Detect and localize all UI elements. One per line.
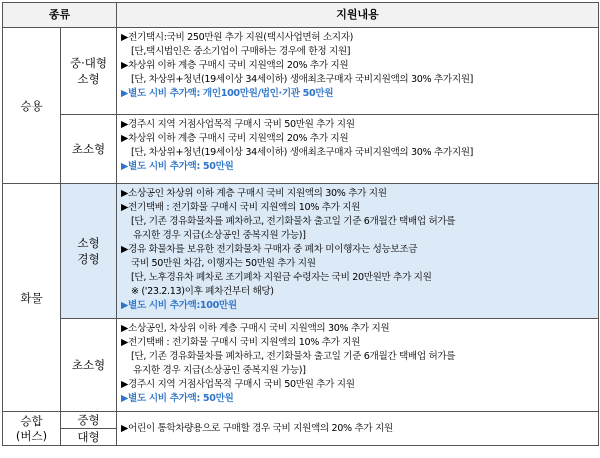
content-line-highlight: ▶별도 시비 추가액:100만원 — [121, 300, 237, 311]
content-line: [단,택시법인은 중소기업이 구매하는 경우에 한정 지원] — [131, 46, 351, 57]
content-line: [단, 노후경유차 폐차로 조기폐차 지원금 수령자는 국비 20만원만 추가 지원 — [131, 272, 432, 283]
table-row-bus-mid — [3, 412, 599, 429]
content-line: ▶차상위 이하 계층 구매시 국비 지원액의 20% 추가 지원 — [121, 60, 349, 71]
subcategory-truck-small — [61, 184, 117, 319]
subcategory-passenger-compact: 초소형 — [61, 115, 117, 184]
content-line-highlight: ▶별도 시비 추가액: 개인100만원/법인·기관 50만원 — [121, 88, 334, 99]
content-line: ▶소상공인, 차상위 이하 계층 구매시 국비 지원액의 30% 추가 지원 — [121, 323, 390, 334]
subsidy-table — [2, 2, 599, 446]
content-line: [단, 기존 경유화물차를 폐차하고, 전기화물차 출고일 기준 6개월간 택배업 허가를 — [131, 216, 456, 227]
content-line: ▶전기택시:국비 250만원 추가 지원(택시사업면허 소지자) — [121, 32, 354, 43]
subcategory-bus-large: 대형 — [61, 429, 117, 446]
content-line: 유지한 경우 지급(소상공인 중복지원 가능)] — [133, 230, 306, 241]
content-line: [단, 차상위+청년(19세이상 34세이하) 생애최초구매자 국비지원액의 30% 추가지원] — [131, 147, 474, 158]
content-line: [단, 기존 경유화물차를 폐차하고, 전기화물차 출고일 기준 6개월간 택배업 허가를 — [131, 351, 456, 362]
table-header-row — [3, 3, 599, 28]
content-line: 유지한 경우 지급(소상공인 중복지원 가능)] — [133, 365, 306, 376]
table-row-passenger-midsize — [3, 28, 599, 115]
content-line: ※ ('23.2.13)이후 폐차건부터 해당) — [131, 286, 274, 297]
content-line: ▶경유 화물차를 보유한 전기화물차 구매자 중 폐차 미이행자는 성능보조금 — [121, 244, 418, 255]
content-line: [단, 차상위+청년(19세이상 34세이하) 생애최초구매자 국비지원액의 30% 추가지원] — [131, 74, 474, 85]
header-content: 지원내용 — [117, 3, 599, 28]
table-row-truck-compact — [3, 319, 599, 412]
subcategory-passenger-midsize — [61, 28, 117, 115]
content-line-highlight: ▶별도 시비 추가액: 50만원 — [121, 393, 234, 404]
content-line: ▶경주시 지역 거점사업목적 구매시 국비 50만원 추가 지원 — [121, 379, 355, 390]
content-line: ▶경주시 지역 거점사업목적 구매시 국비 50만원 추가 지원 — [121, 119, 355, 130]
category-passenger: 승용 — [3, 28, 61, 184]
content-line: ▶어린이 통학차량용으로 구매할 경우 국비 지원액의 20% 추가 지원 — [121, 422, 393, 434]
category-truck: 화물 — [3, 184, 61, 412]
subcategory-label-line2: 경형 — [77, 252, 100, 266]
table-row-passenger-compact — [3, 115, 599, 184]
content-bus — [117, 412, 599, 446]
subcategory-truck-compact: 초소형 — [61, 319, 117, 412]
content-line: ▶소상공인 차상위 이하 계층 구매시 국비 지원액의 30% 추가 지원 — [121, 188, 387, 199]
content-line-highlight: ▶별도 시비 추가액: 50만원 — [121, 161, 234, 172]
subsidy-table-wrapper — [2, 2, 598, 446]
content-passenger-compact — [117, 115, 599, 184]
subcategory-bus-mid: 중형 — [61, 412, 117, 429]
content-line: ▶차상위 이하 계층 구매시 국비 지원액의 20% 추가 지원 — [121, 133, 349, 144]
table-row-truck-small — [3, 184, 599, 319]
category-bus — [3, 412, 61, 446]
content-line: 국비 50만원 차감, 이행자는 50만원 추가 지원 — [131, 258, 316, 269]
category-bus-line2: (버스) — [15, 428, 48, 443]
content-line: ▶전기택배 : 전기화물 구매시 국비 지원액의 10% 추가 지원 — [121, 202, 361, 213]
subcategory-label-line1: 중·대형 — [70, 56, 107, 70]
content-line: ▶전기택배 : 전기화물 구매시 국비 지원액의 10% 추가 지원 — [121, 337, 361, 348]
content-passenger-midsize — [117, 28, 599, 115]
content-truck-small — [117, 184, 599, 319]
category-bus-line1: 승합 — [20, 413, 43, 428]
header-category: 종류 — [3, 3, 117, 28]
content-truck-compact — [117, 319, 599, 412]
subcategory-label-line1: 소형 — [77, 236, 100, 250]
subcategory-label-line2: 소형 — [77, 72, 100, 86]
